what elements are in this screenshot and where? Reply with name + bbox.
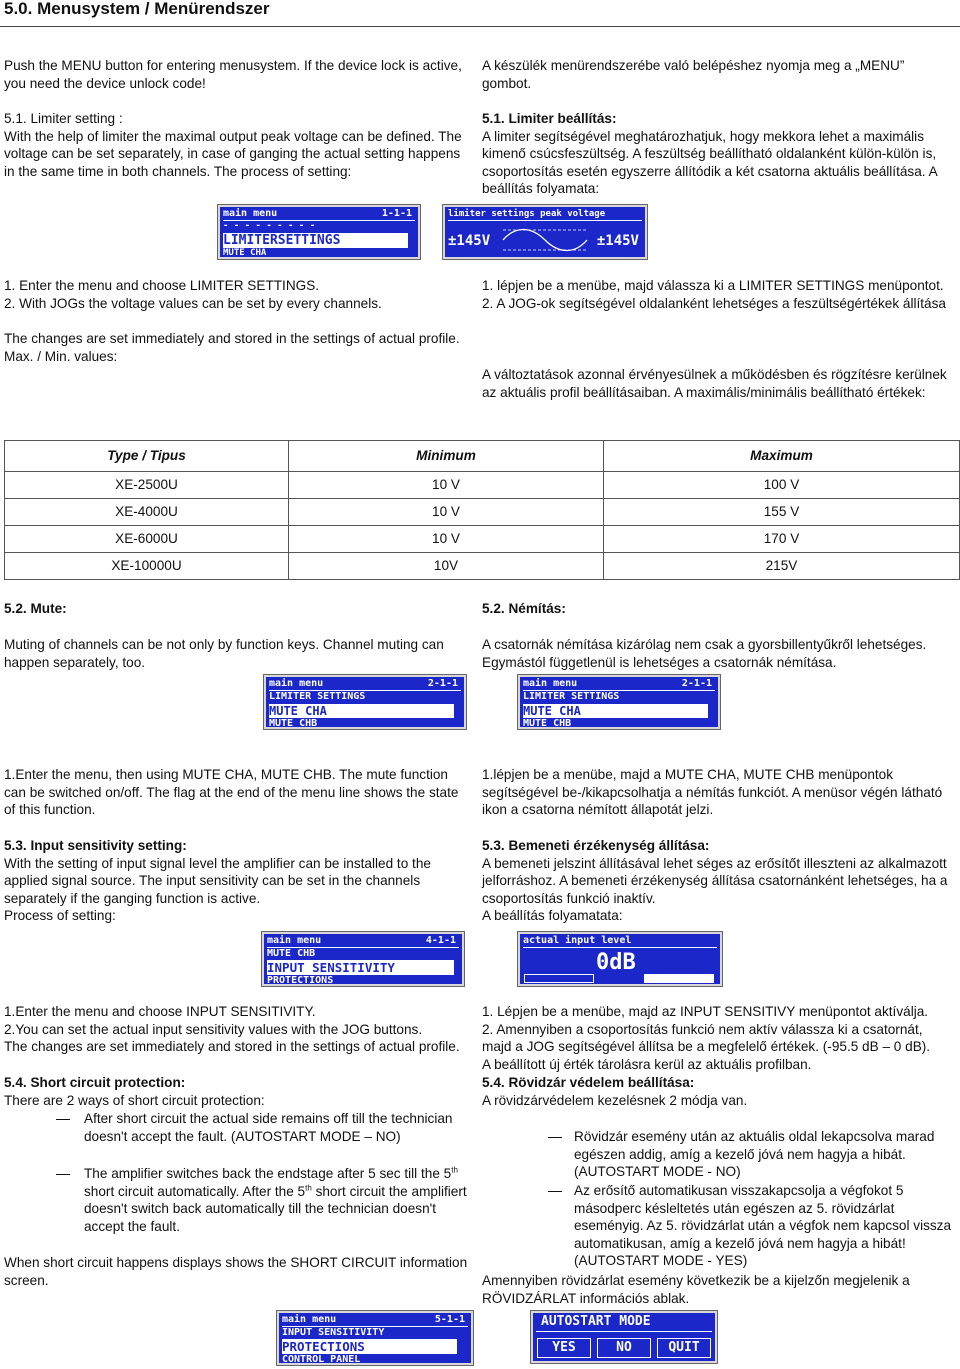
- lcd-limiter-menu: main menu 1-1-1 - - - - - - - - - LIMITERSETTINGS MUTE CHA: [218, 205, 420, 259]
- hu-mute-step: 1.lépjen be a menübe, majd a MUTE CHA, MUTE CHB menüpontok segítségével be-/kikapcsolhatja a némítás funkciót. A menüsor végén látható ikon a csatorna némított állapotát jelzi.: [482, 767, 943, 817]
- lcd-input-menu: main menu 4-1-1 MUTE CHB INPUT SENSITIVITY PROTECTIONS: [262, 932, 464, 986]
- title-rule: [0, 26, 960, 27]
- hu-mute-heading: 5.2. Némítás:: [482, 601, 566, 616]
- hu-intro: A készülék menürendszerébe való belépéshez nyomja meg a „MENU” gombot.: [482, 58, 905, 91]
- limits-table: [4, 440, 960, 580]
- en-limiter-heading: 5.1. Limiter setting :: [4, 111, 123, 126]
- lcd-mute-menu-a: main menu 2-1-1 LIMITER SETTINGS MUTE CHA MUTE CHB: [264, 675, 466, 729]
- hu-short-item1: Rövidzár esemény után az aktuális oldal lekapcsolva marad egészen addig, amíg a kezelő jóvá nem hagyja a hibát. (AUTOSTART MODE - NO): [574, 1129, 935, 1179]
- en-mute-text: Muting of channels can be not only by function keys. Channel muting can happen separately, too.: [4, 637, 444, 670]
- lcd-autostart: AUTOSTART MODE YES NO QUIT: [531, 1311, 717, 1363]
- en-intro: Push the MENU button for entering menusystem. If the device lock is active, you need the device unlock code!: [4, 58, 462, 91]
- level-bar-right: [644, 974, 714, 983]
- en-short-item1: After short circuit the actual side remains off till the technician doesn't accept the fault. (AUTOSTART MODE – NO): [84, 1111, 453, 1144]
- lcd-input-value: actual input level 0dB: [518, 932, 722, 986]
- bullet-dash: [56, 1174, 70, 1175]
- en-mute-step: 1.Enter the menu, then using MUTE CHA, MUTE CHB. The mute function can be switched on/off. The flag at the end of the menu line shows the state of this function.: [4, 767, 459, 817]
- hu-limiter-steps: 1. lépjen be a menübe, majd válassza ki a LIMITER SETTINGS menüpontot. 2. A JOG-ok segítségével oldalanként lehetséges a feszültségértékek állítása: [482, 278, 946, 311]
- en-short-item2: The amplifier switches back the endstage after 5 sec till the 5th short circuit automatically. After the 5th short circuit the amplifiert doesn't switch back automatically till the technician doesn't accept the fault.: [84, 1165, 467, 1234]
- hu-mute-text: A csatornák némítása kizárólag nem csak a gyorsbillentyűkről lehetséges. Egymástól függetlenül is lehetséges a csatornák némítása.: [482, 637, 927, 670]
- hu-input-section: 5.3. Bemeneti érzékenység állítása: A bemeneti jelszint állításával lehet séges az erősítőt illeszteni az alkalmazott jelforráshoz. A bemeneti érzékenység állítása csatornánként lehetséges, ha a csoportosítás funkció inaktív. A beállítás folyamatata:: [482, 838, 948, 923]
- quit-button[interactable]: QUIT: [657, 1338, 711, 1358]
- bullet-dash: [548, 1191, 562, 1192]
- en-short-display: When short circuit happens displays shows the SHORT CIRCUIT information screen.: [4, 1255, 468, 1288]
- en-input-steps: 1.Enter the menu and choose INPUT SENSITIVITY. 2.You can set the actual input sensitivity values with the JOG buttons. The changes are set immediately and stored in the settings of actual profile.: [4, 1004, 460, 1054]
- table-row: XE-2500U 10 V 100 V: [5, 472, 960, 499]
- en-short-section: 5.4. Short circuit protection: There are 2 ways of short circuit protection:: [4, 1075, 265, 1108]
- en-limiter-steps: 1. Enter the menu and choose LIMITER SETTINGS. 2. With JOGs the voltage values can be set by every channels.: [4, 278, 382, 311]
- hu-short-display: Amennyiben rövidzárlat esemény következik be a kijelzőn megjelenik a RÖVIDZÁRLAT információs ablak.: [482, 1273, 910, 1306]
- hu-limiter-heading: 5.1. Limiter beállítás:: [482, 111, 617, 126]
- hu-limiter-changes: A változtatások azonnal érvényesülnek a működésben és rögzítésre kerülnek az aktuális profil beállításaiban. A maximális/minimális beállítható értékek:: [482, 367, 947, 400]
- table-row: XE-10000U 10V 215V: [5, 553, 960, 580]
- table-row: XE-4000U 10 V 155 V: [5, 499, 960, 526]
- level-bar-left: [524, 974, 594, 983]
- hu-short-section: 5.4. Rövidzár védelem beállítása: A rövidzárvédelem kezelésnek 2 módja van.: [482, 1075, 748, 1108]
- en-limiter-changes: The changes are set immediately and stored in the settings of actual profile. Max. / Min. values:: [4, 331, 460, 364]
- en-limiter-section: [4, 110, 472, 180]
- page-title: 5.0. Menusystem / Menürendszer: [4, 0, 270, 18]
- limiter-waveform-icon: [501, 224, 589, 256]
- bullet-dash: [56, 1119, 70, 1120]
- lcd-limiter-value: limiter settings peak voltage ±145V ±145V: [443, 205, 647, 259]
- en-input-section: 5.3. Input sensitivity setting: With the setting of input signal level the amplifier can be installed to the applied signal source. The input sensitivity can be set in the channels separately if the ganging function is active. Process of setting:: [4, 838, 431, 923]
- no-button[interactable]: NO: [597, 1338, 651, 1358]
- lcd-mute-menu-b: main menu 2-1-1 LIMITER SETTINGS MUTE CHA MUTE CHB: [518, 675, 720, 729]
- hu-limiter-section: 5.1. Limiter beállítás: A limiter segítségével meghatározhatjuk, hogy mekkora lehet a maximális kimenő csúcsfeszültség. A feszültség beállítható oldalanként külön-külön is, csoportosítás esetén egyszerre állítódik a két csatorna aktuális beállítása. A beállítás folyamata:: [482, 110, 950, 198]
- bullet-dash: [548, 1137, 562, 1138]
- en-mute-heading: 5.2. Mute:: [4, 601, 67, 616]
- yes-button[interactable]: YES: [537, 1338, 591, 1358]
- hu-short-item2: Az erősítő automatikusan visszakapcsolja a végfokot 5 másodperc késleltetés után egészen az 5. rövidzárlat eseményig. Az 5. rövidzárlat után a végfok nem kapcsol vissza automatikusan, amíg a kezelő jóvá nem hagyja a hibát! (AUTOSTART MODE - YES): [574, 1183, 952, 1268]
- table-row: XE-6000U 10 V 170 V: [5, 526, 960, 553]
- hu-input-steps: 1. Lépjen be a menübe, majd az INPUT SENSITIVY menüpontot aktíválja. 2. Amennyiben a csoportosítás funkció nem aktív válassza ki a csatornát, majd a JOG segítségével állítsa be a megfelelő értékek. (-95.5 dB – 0 dB). A beállított új érték tárolásra kerül az aktuális profilban.: [482, 1004, 931, 1072]
- lcd-protections-menu: main menu 5-1-1 INPUT SENSITIVITY PROTECTIONS CONTROL PANEL: [277, 1311, 473, 1365]
- table-header-row: Type / Tipus Minimum Maximum: [5, 441, 960, 472]
- en-limiter-text: With the help of limiter the maximal output peak voltage can be defined. The voltage can be set separately, in case of ganging the actual setting happens in the same time in both channels. The process of setting:: [4, 128, 462, 179]
